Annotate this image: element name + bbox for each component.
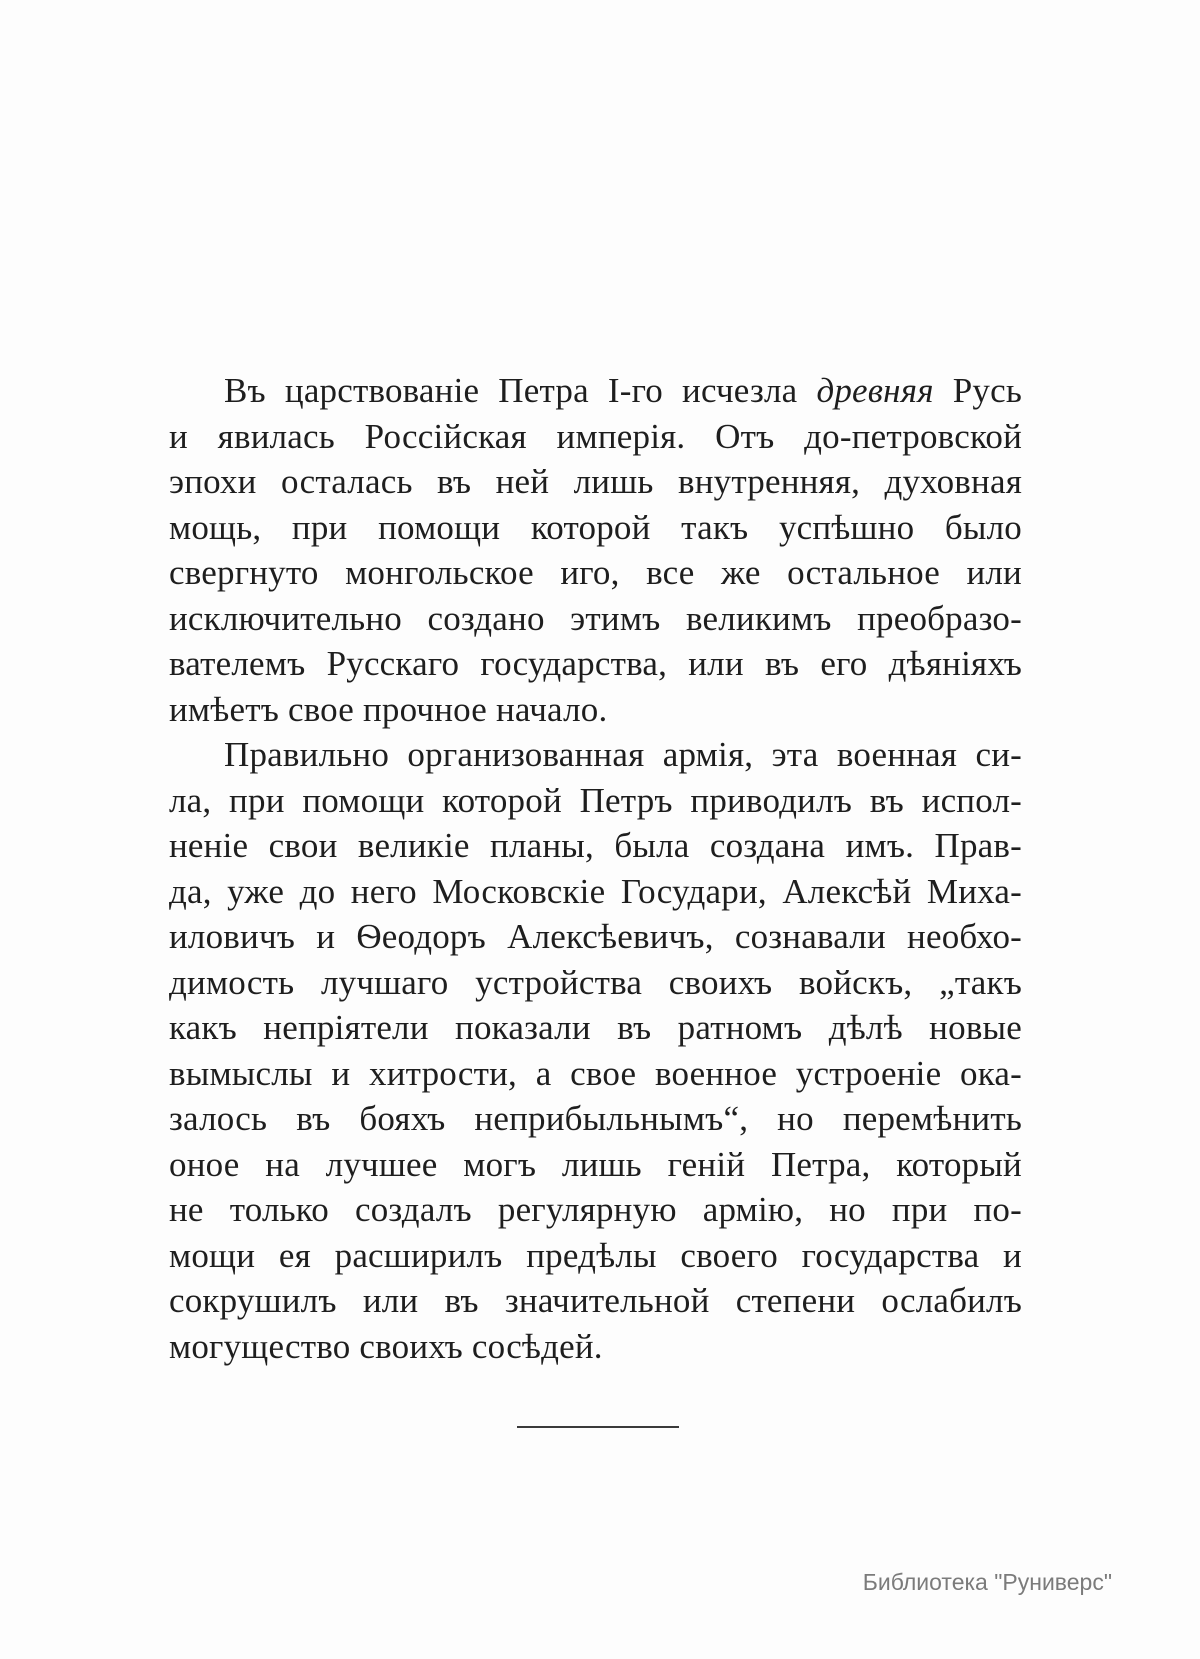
library-watermark-label: Библиотека "Руниверс" bbox=[862, 1569, 1112, 1595]
section-divider-rule bbox=[517, 1426, 679, 1428]
text-line: сокрушилъ или въ значительной степени ослабилъ bbox=[169, 1281, 1022, 1320]
text-line: ла, при помощи которой Петръ приводилъ въ испол- bbox=[169, 780, 1022, 820]
text-line: Правильно организованная армія, эта военная си- bbox=[224, 735, 1022, 774]
text-line: залось въ бояхъ неприбыльнымъ“, но перемѣнить bbox=[169, 1099, 1022, 1138]
text-line: имѣетъ свое прочное начало. bbox=[169, 689, 608, 729]
text-line: иловичъ и Ѳеодоръ Алексѣевичъ, сознавали необхо- bbox=[169, 917, 1022, 956]
page-text-block bbox=[169, 368, 1022, 1369]
text-line: эпохи осталась въ ней лишь внутренняя, духовная bbox=[169, 462, 1022, 501]
text-line: свергнуто монгольское иго, все же остальное или bbox=[169, 553, 1022, 592]
text-line: вателемъ Русскаго государства, или въ его дѣяніяхъ bbox=[169, 644, 1022, 683]
text-line: оное на лучшее могъ лишь геній Петра, который bbox=[169, 1144, 1022, 1184]
text-line: мощь, при помощи которой такъ успѣшно было bbox=[169, 507, 1022, 547]
text-line: вымыслы и хитрости, а свое военное устроеніе ока- bbox=[169, 1053, 1022, 1093]
text-line: какъ непріятели показали въ ратномъ дѣлѣ новые bbox=[169, 1008, 1022, 1047]
text-line: да, уже до него Московскіе Государи, Алексѣй Миха- bbox=[169, 871, 1022, 911]
text-line bbox=[169, 368, 1022, 414]
text-segment: Русь bbox=[933, 371, 1022, 410]
text-line: мощи ея расширилъ предѣлы своего государства и bbox=[169, 1235, 1022, 1275]
text-line: и явилась Россійская имперія. Отъ до-петровской bbox=[169, 416, 1022, 456]
italic-word: древняя bbox=[816, 371, 934, 410]
text-line: не только создалъ регулярную армію, но при по- bbox=[169, 1190, 1022, 1229]
text-segment: Въ царствованіе Петра I-го исчезла bbox=[224, 371, 817, 410]
text-line: неніе свои великіе планы, была создана имъ. Прав- bbox=[169, 826, 1022, 865]
text-line: димость лучшаго устройства своихъ войскъ, „такъ bbox=[169, 962, 1022, 1002]
text-line: могущество своихъ сосѣдей. bbox=[169, 1326, 603, 1366]
text-line: исключительно создано этимъ великимъ преобразо- bbox=[169, 598, 1022, 638]
